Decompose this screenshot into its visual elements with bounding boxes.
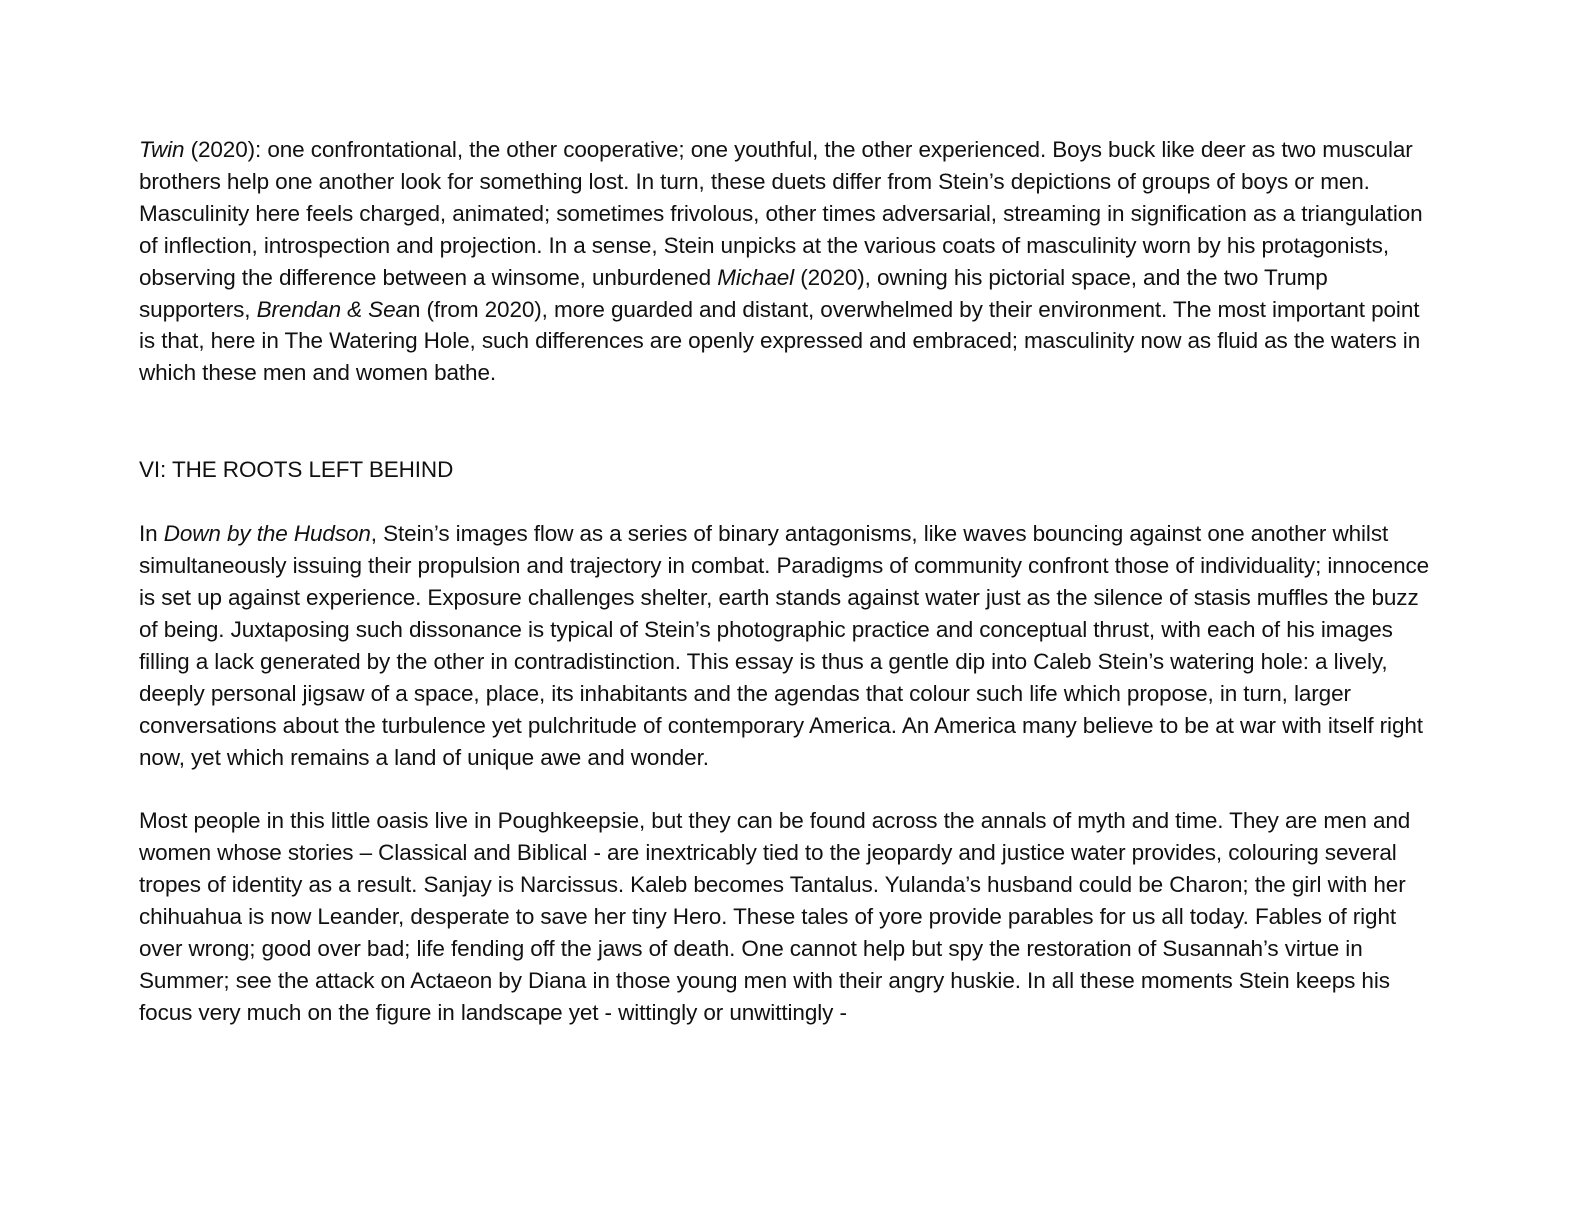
section-heading: VI: THE ROOTS LEFT BEHIND [139, 457, 454, 483]
italic-title-twin: Twin [139, 137, 185, 162]
italic-title-brendan-sean: Brendan & Sea [256, 296, 408, 322]
italic-title-michael: Michael [717, 264, 795, 290]
body-paragraph-3: Most people in this little oasis live in Poughkeepsie, but they can be found across the annals of myth and time. They are men and women whose stories – Classical and Biblical - are inextricably tied to the jeopardy and justice water provides, colouring several tropes of identity as a result. Sanjay is Narcissus. Kaleb becomes Tantalus. Yulanda’s husband could be Charon; the girl with her chihuahua is now Leander, desperate to save her tiny Hero. These tales of yore provide parables for us all today. Fables of right over wrong; good over bad; life fending off the jaws of death. One cannot help but spy the restoration of Susannah’s virtue in Summer; see the attack on Actaeon by Diana in those young men with their angry huskie. In all these moments Stein keeps his focus very much on the figure in landscape yet - wittingly or unwittingly - [139, 808, 1411, 1025]
paragraph-text: n (from 2020), more guarded and distant, overwhelmed by their environment. The most important point is that, here in The Watering Hole, such differences are openly expressed and embraced; masculinity now as fluid as the waters in which these men and women bathe. [139, 296, 1421, 386]
body-paragraph-1 [139, 134, 1439, 389]
paragraph-text: (2020), owning his pictorial space, and the two Trump supporters, [139, 264, 1328, 322]
paragraph-text: , Stein’s images flow as a series of binary antagonisms, like waves bouncing against one another whilst simultaneously issuing their propulsion and trajectory in combat. Paradigms of community confront those of individuality; innocence is set up against experience. Exposure challenges shelter, earth stands against water just as the silence of stasis muffles the buzz of being. Juxtaposing such dissonance is typical of Stein’s photographic practice and conceptual thrust, with each of his images filling a lack generated by the other in contradistinction. This essay is thus a gentle dip into Caleb Stein’s watering hole: a lively, deeply personal jigsaw of a space, place, its inhabitants and the agendas that colour such life which propose, in turn, larger conversations about the turbulence yet pulchritude of contemporary America. An America many believe to be at war with itself right now, yet which remains a land of unique awe and wonder. [139, 521, 1430, 770]
paragraph-text: In [139, 521, 164, 547]
document-page [139, 134, 1439, 1029]
body-paragraph-2 [139, 518, 1439, 773]
paragraph-text: (2020): one confrontational, the other cooperative; one youthful, the other experienced. Boys buck like deer as two muscular brothers help one another look for something lost. In turn, these duets differ from Stein’s depictions of groups of boys or men. Masculinity here feels charged, animated; sometimes frivolous, other times adversarial, streaming in signification as a triangulation of inflection, introspection and projection. In a sense, Stein unpicks at the various coats of masculinity worn by his protagonists, observing the difference between a winsome, unburdened [139, 137, 1423, 290]
italic-title-down-by-the-hudson: Down by the Hudson [163, 521, 371, 547]
